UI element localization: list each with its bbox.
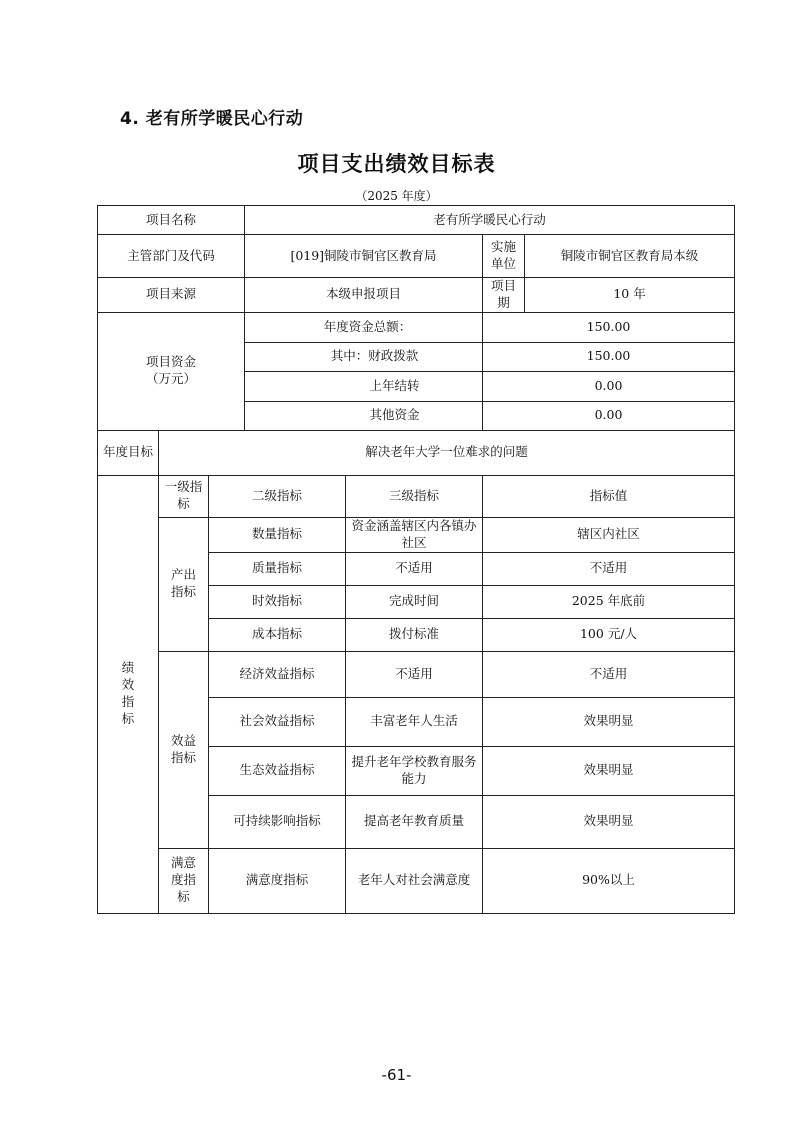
- annual-goal-row: [98, 430, 735, 475]
- level3-cell: 丰富老年人生活: [346, 697, 483, 746]
- level2-cell: 社会效益指标: [209, 697, 346, 746]
- value-cell: 不适用: [483, 552, 735, 585]
- funds-label: 项目资金: [145, 354, 196, 370]
- value-cell: 辖区内社区: [483, 517, 735, 552]
- fund-carryover-value: 0.00: [483, 371, 735, 401]
- year-note: （2025 年度）: [355, 189, 438, 203]
- project-period-label: 项目期: [483, 278, 525, 313]
- level2-cell: 生态效益指标: [209, 746, 346, 795]
- performance-indicators-label: [98, 475, 159, 913]
- fund-total-label: 年度资金总额：: [245, 312, 483, 342]
- output-label: 产出指标: [170, 567, 196, 600]
- indicator-row: [98, 848, 735, 913]
- project-period-value: 10 年: [525, 278, 735, 313]
- document-title: 项目支出绩效目标表: [297, 152, 496, 176]
- level2-cell: 数量指标: [209, 517, 346, 552]
- level2-header: 二级指标: [209, 475, 346, 517]
- level3-cell: 不适用: [346, 651, 483, 697]
- benefit-indicator-label: [159, 651, 209, 848]
- level3-cell: 拨付标准: [346, 618, 483, 651]
- value-cell: 90%以上: [483, 848, 735, 913]
- department-value: [019]铜陵市铜官区教育局: [245, 235, 483, 278]
- level3-cell: 完成时间: [346, 585, 483, 618]
- project-source-row: [98, 278, 735, 313]
- value-cell: 效果明显: [483, 746, 735, 795]
- level2-cell: 满意度指标: [209, 848, 346, 913]
- level2-cell: 成本指标: [209, 618, 346, 651]
- indicator-group-label: 绩效指标: [121, 660, 135, 726]
- level2-cell: 经济效益指标: [209, 651, 346, 697]
- fund-row: [98, 312, 735, 342]
- level2-cell: 质量指标: [209, 552, 346, 585]
- satisfaction-label: 满意度指标: [170, 855, 196, 904]
- value-cell: 效果明显: [483, 795, 735, 848]
- project-source-value: 本级申报项目: [245, 278, 483, 313]
- level2-cell: 可持续影响指标: [209, 795, 346, 848]
- fund-fiscal-value: 150.00: [483, 342, 735, 371]
- value-header: 指标值: [483, 475, 735, 517]
- level3-cell: 提升老年学校教育服务能力: [346, 746, 483, 795]
- department-row: [98, 235, 735, 278]
- value-cell: 2025 年底前: [483, 585, 735, 618]
- project-funds-label: [98, 312, 245, 430]
- value-cell: 100 元/人: [483, 618, 735, 651]
- fund-other-label: 其他资金: [245, 401, 483, 430]
- level3-cell: 不适用: [346, 552, 483, 585]
- project-name-label: 项目名称: [98, 206, 245, 235]
- project-name-value: 老有所学暖民心行动: [245, 206, 735, 235]
- fund-fiscal-label: 其中：财政拨款: [245, 342, 483, 371]
- implementing-unit-label: 实施单位: [483, 235, 525, 278]
- indicator-row: [98, 517, 735, 552]
- level3-cell: 老年人对社会满意度: [346, 848, 483, 913]
- fund-carryover-label: 上年结转: [245, 371, 483, 401]
- performance-goal-table: [97, 205, 735, 914]
- value-cell: 不适用: [483, 651, 735, 697]
- annual-goal-label: 年度目标: [98, 430, 159, 475]
- output-indicator-label: [159, 517, 209, 651]
- department-label: 主管部门及代码: [98, 235, 245, 278]
- level3-cell: 资金涵盖辖区内各镇办社区: [346, 517, 483, 552]
- project-source-label: 项目来源: [98, 278, 245, 313]
- benefit-label: 效益指标: [170, 732, 196, 765]
- annual-goal-value: 解决老年大学一位难求的问题: [159, 430, 735, 475]
- satisfaction-indicator-label: [159, 848, 209, 913]
- indicator-row: [98, 651, 735, 697]
- fund-total-value: 150.00: [483, 312, 735, 342]
- value-cell: 效果明显: [483, 697, 735, 746]
- level3-cell: 提高老年教育质量: [346, 795, 483, 848]
- indicator-header-row: [98, 475, 735, 517]
- section-heading: 4. 老有所学暖民心行动: [120, 109, 304, 129]
- fund-other-value: 0.00: [483, 401, 735, 430]
- page-number: -61-: [381, 1066, 412, 1084]
- project-name-row: [98, 206, 735, 235]
- level2-cell: 时效指标: [209, 585, 346, 618]
- funds-unit: （万元）: [145, 371, 196, 387]
- level3-header: 三级指标: [346, 475, 483, 517]
- implementing-unit-value: 铜陵市铜官区教育局本级: [525, 235, 735, 278]
- level1-header: 一级指标: [159, 475, 209, 517]
